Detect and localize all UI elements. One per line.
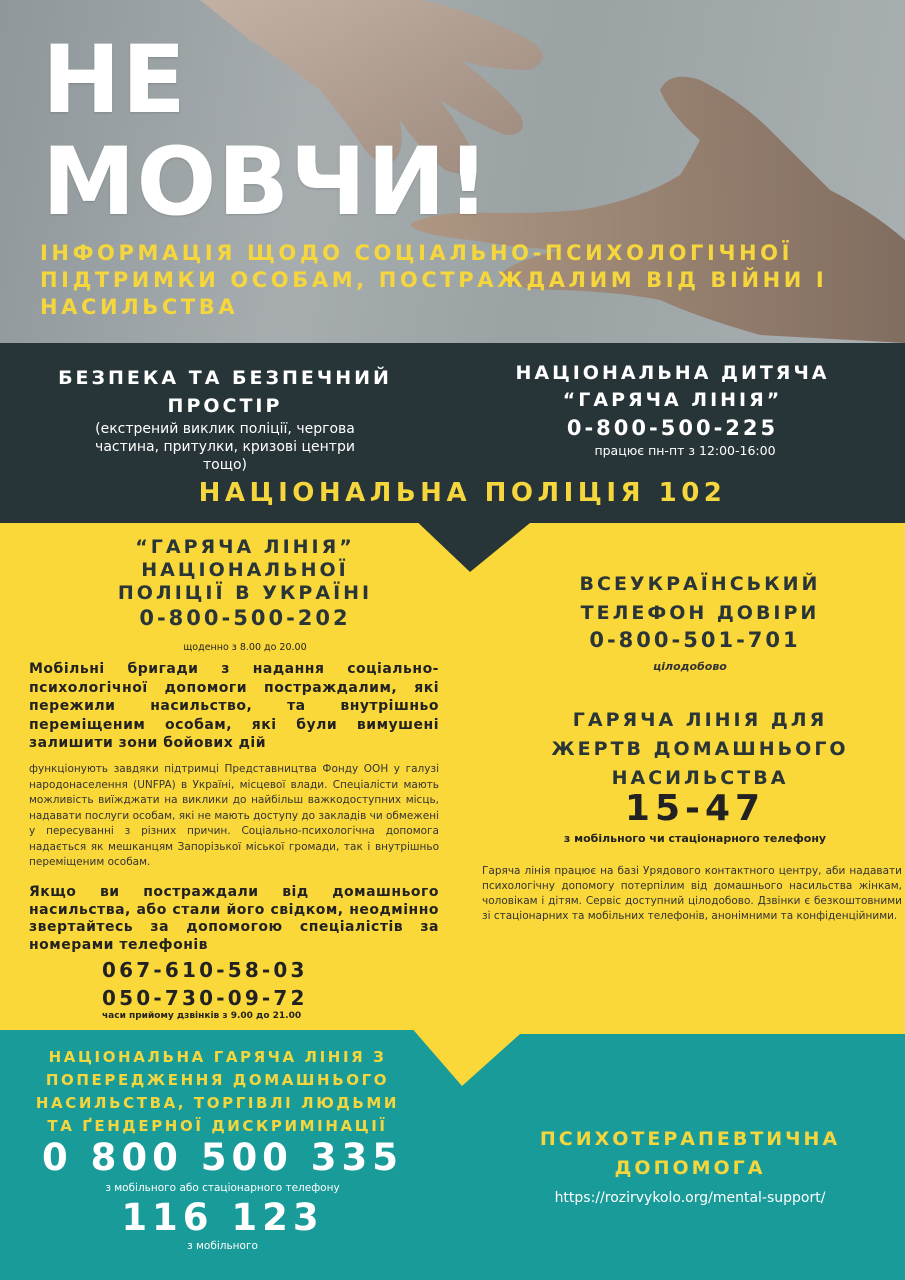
mobile-teams-phone2[interactable]: 050-730-09-72 — [102, 986, 308, 1010]
child-hotline-hours: працює пн-пт з 12:00-16:00 — [594, 443, 776, 458]
national-hotline-note2: з мобільного — [187, 1240, 258, 1252]
safety-title-line2: ПРОСТІР — [167, 395, 283, 417]
trust-line-hours: цілодобово — [653, 660, 727, 673]
dv-hotline-note: з мобільного чи стаціонарного телефону — [563, 832, 827, 845]
safety-description: (екстрений виклик поліції, чергова частина, притулки, кризові центри тощо) — [95, 421, 355, 473]
psychotherapy-title — [500, 1125, 880, 1183]
mobile-teams-heading: Мобільні бригади з надання соціально-психологічної допомоги постраждалим, які пережили насильство, та внутрішньо переміщеним особам, які були вимушені залишити зони бойових дій — [29, 661, 439, 751]
national-hotline-title-line4: ТА ҐЕНДЕРНОЇ ДИСКРИМІНАЦІЇ — [47, 1117, 388, 1135]
safety-title-line1: БЕЗПЕКА ТА БЕЗПЕЧНИЙ — [58, 367, 392, 389]
national-hotline-title-line2: ПОПЕРЕДЖЕННЯ ДОМАШНЬОГО — [45, 1071, 390, 1089]
national-hotline-title — [20, 1046, 415, 1138]
mobile-teams-body: функціонують завдяки підтримці Представництва Фонду ООН у галузі народонаселення (UNFPA) в Україні, місцевої влади. Спеціалісти мають можливість виїжджати на виклики до найбільш важкодоступних місць, надавати послуги особам, які не мають доступу до закладів чи обмежені у пересуванні з різних причин. Соціально-психологічна допомога надається як мешканцям Запорізької міської громади, так і внутрішньо переміщеним особам. — [29, 763, 439, 868]
psychotherapy-title-line2: ДОПОМОГА — [614, 1157, 766, 1179]
trust-line-title-line2: ТЕЛЕФОН ДОВІРИ — [580, 602, 820, 624]
dv-hotline-title — [520, 706, 880, 793]
police-hotline-title-line3: ПОЛІЦІЇ В УКРАЇНІ — [117, 582, 373, 604]
hero-banner — [0, 0, 905, 343]
national-hotline-phone1[interactable]: 0 800 500 335 — [41, 1136, 404, 1179]
police-title[interactable]: НАЦІОНАЛЬНА ПОЛІЦІЯ 102 — [198, 478, 727, 508]
mobile-teams-appeal: Якщо ви постраждали від домашнього насильства, або стали його свідком, неодмінно звертайтесь за допомогою спеціалістів за номерами телефонів — [29, 884, 439, 953]
national-hotline-note1: з мобільного або стаціонарного телефону — [105, 1182, 340, 1194]
hero-subtitle: ІНФОРМАЦІЯ ЩОДО СОЦІАЛЬНО-ПСИХОЛОГІЧНОЇ ПІДТРИМКИ ОСОБАМ, ПОСТРАЖДАЛИМ ВІД ВІЙНИ І НАСИЛЬСТВА — [40, 241, 828, 319]
child-hotline-title-line1: НАЦІОНАЛЬНА ДИТЯЧА — [515, 362, 830, 384]
national-hotline-title-line1: НАЦІОНАЛЬНА ГАРЯЧА ЛІНІЯ З — [48, 1048, 387, 1066]
dv-hotline-title-line1: ГАРЯЧА ЛІНІЯ ДЛЯ — [572, 709, 828, 731]
child-hotline-title-line2: “ГАРЯЧА ЛІНІЯ” — [562, 389, 783, 411]
trust-line-title — [550, 570, 850, 628]
police-hotline-title — [60, 536, 430, 605]
trust-line-title-line1: ВСЕУКРАЇНСЬКИЙ — [579, 573, 821, 595]
psychotherapy-link[interactable]: https://rozirvykolo.org/mental-support/ — [554, 1190, 826, 1206]
safety-title — [30, 364, 420, 420]
hero-title-line1: НЕ — [42, 26, 187, 135]
police-hotline-hours: щоденно з 8.00 до 20.00 — [183, 642, 307, 653]
mobile-teams-hours: часи прийому дзвінків з 9.00 до 21.00 — [102, 1011, 302, 1021]
police-hotline-title-line1: “ГАРЯЧА ЛІНІЯ” — [135, 536, 355, 558]
dv-hotline-title-line2: ЖЕРТВ ДОМАШНЬОГО — [551, 738, 849, 760]
national-hotline-phone2[interactable]: 116 123 — [121, 1196, 324, 1239]
police-hotline-phone[interactable]: 0-800-500-202 — [139, 606, 351, 630]
child-hotline-title — [485, 360, 860, 414]
dv-hotline-body: Гаряча лінія працює на базі Урядового контактного центру, аби надавати психологічну допомогу потерпілим від домашнього насильства жінкам, чоловікам і дітям. Сервіс доступний цілодобово. Дзвінки є безкоштовними зі стаціонарних та мобільних телефонів, анонімними та конфіденційними. — [482, 865, 902, 922]
child-hotline-phone[interactable]: 0-800-500-225 — [566, 416, 779, 440]
hero-title-line2: МОВЧИ! — [42, 128, 491, 237]
police-hotline-title-line2: НАЦІОНАЛЬНОЇ — [141, 559, 349, 581]
dv-hotline-title-line3: НАСИЛЬСТВА — [611, 767, 789, 789]
dv-hotline-phone[interactable]: 15-47 — [624, 788, 766, 829]
mobile-teams-phone1[interactable]: 067-610-58-03 — [102, 958, 308, 982]
hero-title — [42, 26, 491, 237]
national-hotline-title-line3: НАСИЛЬСТВА, ТОРГІВЛІ ЛЮДЬМИ — [35, 1094, 400, 1112]
psychotherapy-title-line1: ПСИХОТЕРАПЕВТИЧНА — [539, 1128, 841, 1150]
trust-line-phone[interactable]: 0-800-501-701 — [589, 628, 801, 652]
